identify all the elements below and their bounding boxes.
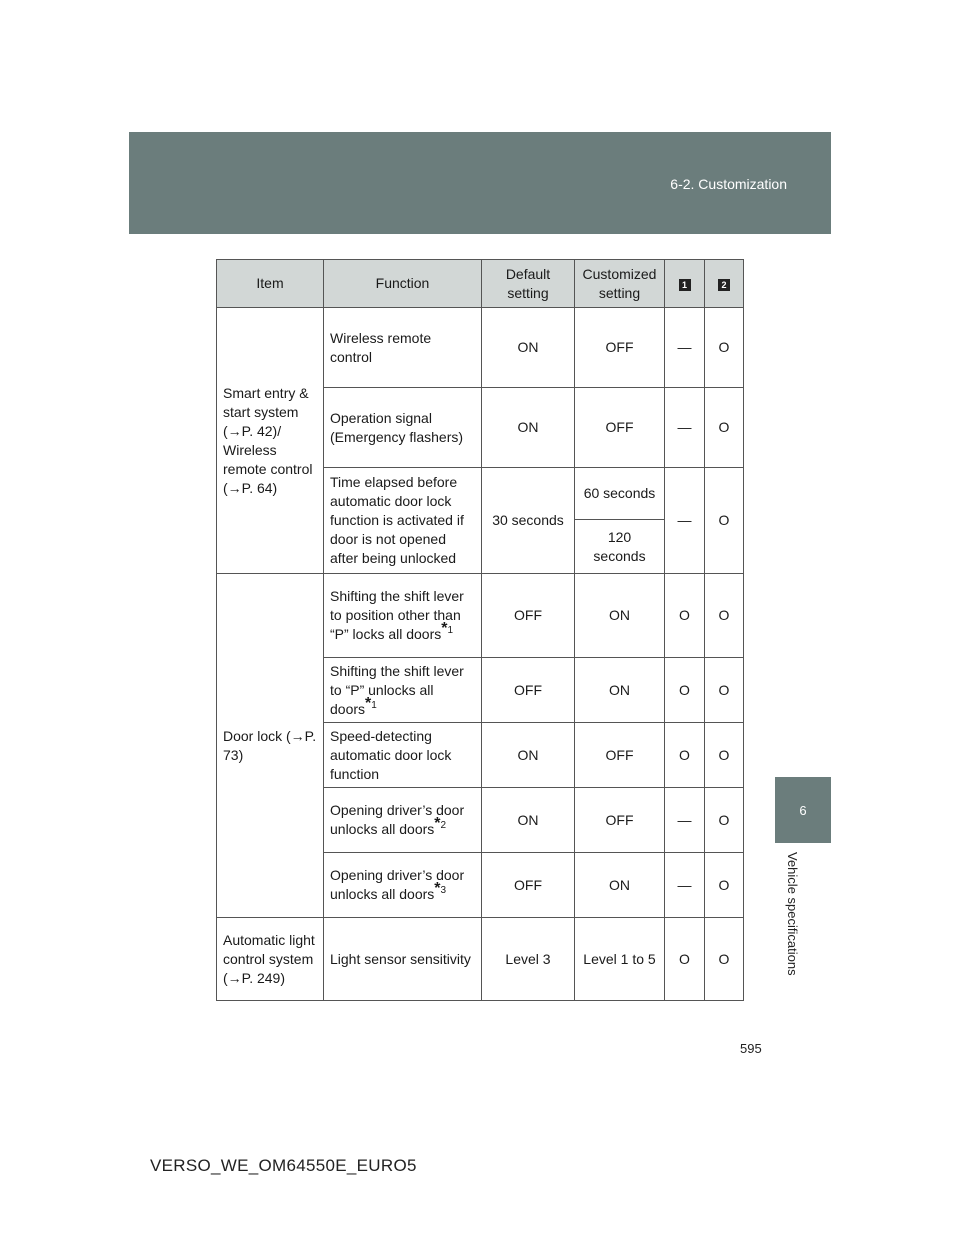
mark-1-cell: O [665, 658, 705, 723]
customized-cell: OFF [575, 388, 665, 468]
footnote-marker: *2 [434, 815, 447, 833]
table-header-row [217, 260, 744, 308]
function-text: Shifting the shift lever to “P” unlocks all doors [330, 662, 464, 717]
customized-cell: 120 seconds [575, 520, 665, 574]
mark-1-cell: — [665, 308, 705, 388]
table-row [217, 308, 744, 388]
function-text: Opening driver’s door unlocks all doors [330, 867, 465, 902]
mark-1-cell: O [665, 723, 705, 788]
document-code: VERSO_WE_OM64550E_EURO5 [150, 1156, 417, 1175]
col-header-default: Default setting [482, 260, 575, 308]
function-cell [324, 574, 482, 658]
default-cell: ON [482, 308, 575, 388]
footnote-marker: *1 [365, 694, 377, 712]
default-cell: Level 3 [482, 918, 575, 1001]
mark-1-cell: — [665, 388, 705, 468]
mark-1-icon: 1 [679, 279, 691, 291]
footnote-marker: *1 [441, 620, 454, 638]
item-cell: Smart entry & start system (→P. 42)/ Wireless remote control (→P. 64) [217, 308, 324, 574]
mark-1-cell: — [665, 788, 705, 853]
default-cell: ON [482, 723, 575, 788]
customized-cell: ON [575, 658, 665, 723]
mark-2-cell: O [705, 723, 744, 788]
default-cell: OFF [482, 574, 575, 658]
mark-1-cell: — [665, 853, 705, 918]
function-cell: Operation signal (Emergency flashers) [324, 388, 482, 468]
mark-1-cell: — [665, 468, 705, 574]
footnote-marker: *3 [434, 880, 447, 898]
default-cell: OFF [482, 658, 575, 723]
mark-2-cell: O [705, 918, 744, 1001]
mark-1-cell: O [665, 574, 705, 658]
default-cell: 30 seconds [482, 468, 575, 574]
customized-cell: OFF [575, 723, 665, 788]
mark-2-cell: O [705, 468, 744, 574]
col-header-customized: Customized setting [575, 260, 665, 308]
function-text: Opening driver’s door unlocks all doors [330, 802, 465, 837]
function-cell [324, 853, 482, 918]
default-cell: ON [482, 788, 575, 853]
customization-table [216, 259, 744, 1001]
customized-cell: Level 1 to 5 [575, 918, 665, 1001]
customized-cell: 60 seconds [575, 468, 665, 520]
item-cell: Door lock (→P. 73) [217, 574, 324, 918]
default-cell: OFF [482, 853, 575, 918]
chapter-tab-number[interactable]: 6 [775, 777, 831, 843]
customized-cell: ON [575, 853, 665, 918]
customized-cell: OFF [575, 308, 665, 388]
mark-2-cell: O [705, 788, 744, 853]
function-cell: Speed-detecting automatic door lock function [324, 723, 482, 788]
function-text: Shifting the shift lever to position other than “P” locks all doors [330, 588, 464, 642]
customized-cell: OFF [575, 788, 665, 853]
page-number: 595 [740, 1041, 762, 1056]
section-title: 6-2. Customization [670, 176, 787, 192]
col-header-mark-1 [665, 260, 705, 308]
col-header-function: Function [324, 260, 482, 308]
table-row [217, 918, 744, 1001]
header-band [129, 132, 831, 234]
function-cell: Time elapsed before automatic door lock function is activated if door is not opened after being unlocked [324, 468, 482, 574]
mark-1-cell: O [665, 918, 705, 1001]
mark-2-cell: O [705, 308, 744, 388]
mark-2-icon: 2 [718, 279, 730, 291]
function-cell: Wireless remote control [324, 308, 482, 388]
default-cell: ON [482, 388, 575, 468]
chapter-tab-label: Vehicle specifications [785, 852, 800, 976]
col-header-mark-2 [705, 260, 744, 308]
function-cell: Light sensor sensitivity [324, 918, 482, 1001]
table-row [217, 574, 744, 658]
mark-2-cell: O [705, 574, 744, 658]
mark-2-cell: O [705, 388, 744, 468]
col-header-item: Item [217, 260, 324, 308]
function-cell [324, 788, 482, 853]
customized-cell: ON [575, 574, 665, 658]
function-cell [324, 658, 482, 723]
item-cell: Automatic light control system (→P. 249) [217, 918, 324, 1001]
mark-2-cell: O [705, 658, 744, 723]
mark-2-cell: O [705, 853, 744, 918]
